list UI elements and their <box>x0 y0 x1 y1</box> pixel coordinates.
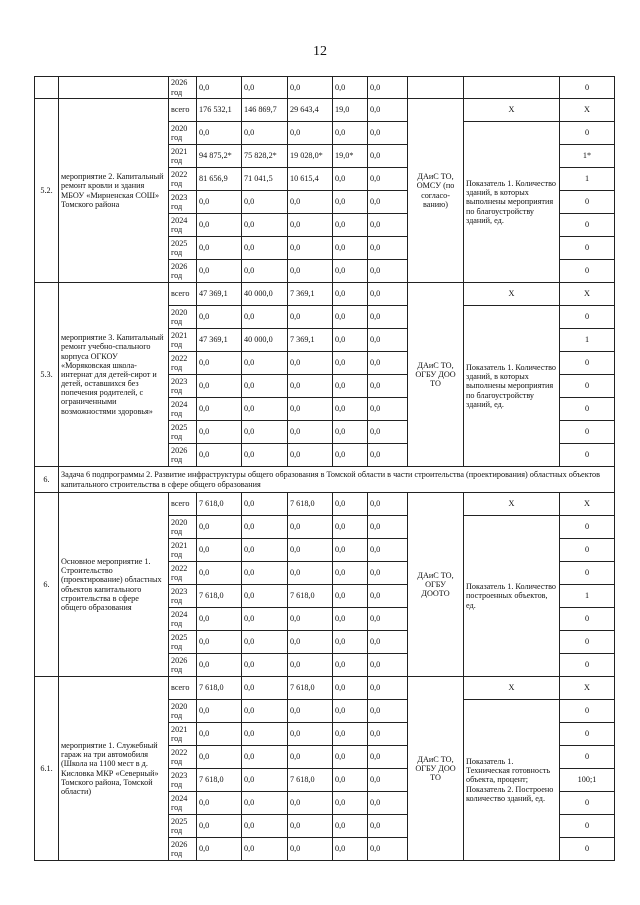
value-cell: 0,0 <box>197 516 242 539</box>
indicator-value-cell: 0 <box>560 77 615 99</box>
page-number: 12 <box>313 44 327 59</box>
value-cell: 7 618,0 <box>197 769 242 792</box>
value-cell: 0,0 <box>368 585 408 608</box>
value-cell: 0,0 <box>333 77 368 99</box>
executor-cell: ДАиС ТО, ОГБУ ДОО ТО <box>408 283 464 467</box>
year-cell: 2020 год <box>169 306 197 329</box>
year-cell: 2026 год <box>169 77 197 99</box>
value-cell: 0,0 <box>368 329 408 352</box>
value-cell: 0,0 <box>333 237 368 260</box>
value-cell: 0,0 <box>197 214 242 237</box>
value-cell: 0,0 <box>197 631 242 654</box>
year-cell: 2023 год <box>169 375 197 398</box>
value-cell: 0,0 <box>242 77 288 99</box>
indicator-value-cell: 0 <box>560 516 615 539</box>
value-cell: 0,0 <box>197 191 242 214</box>
value-cell: 0,0 <box>288 214 333 237</box>
value-cell: 0,0 <box>368 99 408 122</box>
year-cell: 2021 год <box>169 539 197 562</box>
indicator-value-cell: 0 <box>560 444 615 467</box>
value-cell: 0,0 <box>368 237 408 260</box>
value-cell: 19 028,0* <box>288 145 333 168</box>
value-cell: 0,0 <box>333 493 368 516</box>
value-cell: 0,0 <box>368 260 408 283</box>
value-cell: 0,0 <box>242 375 288 398</box>
value-cell: 0,0 <box>242 237 288 260</box>
value-cell: 0,0 <box>368 539 408 562</box>
value-cell: 0,0 <box>368 769 408 792</box>
value-cell: 0,0 <box>197 746 242 769</box>
value-cell: 0,0 <box>242 700 288 723</box>
task-text: Задача 6 подпрограммы 2. Развитие инфраструктуры общего образования в Томской области в части строительства (проектирования) областных объектов капитального строительства в сфере общего образования <box>59 467 615 493</box>
value-cell: 75 828,2* <box>242 145 288 168</box>
indicator-cell <box>464 77 560 99</box>
value-cell: 0,0 <box>368 375 408 398</box>
value-cell: 81 656,9 <box>197 168 242 191</box>
value-cell: 0,0 <box>242 838 288 861</box>
value-cell: 0,0 <box>333 214 368 237</box>
value-cell: 0,0 <box>368 191 408 214</box>
value-cell: 0,0 <box>368 516 408 539</box>
indicator-cell: Показатель 1. Количество построенных объектов, ед. <box>464 516 560 677</box>
value-cell: 0,0 <box>242 421 288 444</box>
value-cell: 0,0 <box>333 260 368 283</box>
value-cell: 0,0 <box>368 122 408 145</box>
value-cell: 0,0 <box>333 585 368 608</box>
year-cell: 2023 год <box>169 191 197 214</box>
indicator-name-x: X <box>464 99 560 122</box>
value-cell: 0,0 <box>333 191 368 214</box>
value-cell: 0,0 <box>368 792 408 815</box>
measure-name: Основное мероприятие 1. Строительство (проектирование) областных объектов капитального строительства в сфере общего образования <box>59 493 169 677</box>
value-cell: 0,0 <box>333 746 368 769</box>
value-cell: 0,0 <box>333 398 368 421</box>
indicator-value-cell: 0 <box>560 352 615 375</box>
year-cell: всего <box>169 677 197 700</box>
value-cell: 7 618,0 <box>288 585 333 608</box>
value-cell: 0,0 <box>197 654 242 677</box>
measure-name: мероприятие 3. Капитальный ремонт учебно-спального корпуса ОГКОУ «Моряковская школа-интернат для детей-сирот и детей, оставшихся без попечения родителей, с ограниченными возможностями здоровья» <box>59 283 169 467</box>
indicator-value-cell: 0 <box>560 631 615 654</box>
value-cell: 0,0 <box>288 398 333 421</box>
indicator-value-cell: 0 <box>560 260 615 283</box>
value-cell: 0,0 <box>242 723 288 746</box>
value-cell: 0,0 <box>197 237 242 260</box>
value-cell: 0,0 <box>197 815 242 838</box>
value-cell: 0,0 <box>242 746 288 769</box>
indicator-name-x: X <box>464 283 560 306</box>
table-row <box>35 283 615 306</box>
value-cell: 0,0 <box>333 723 368 746</box>
row-number: 5.3. <box>35 283 59 467</box>
year-cell: 2024 год <box>169 214 197 237</box>
indicator-value-cell: 0 <box>560 421 615 444</box>
value-cell: 0,0 <box>333 700 368 723</box>
value-cell: 0,0 <box>242 631 288 654</box>
indicator-value-cell: 0 <box>560 539 615 562</box>
value-cell: 0,0 <box>288 77 333 99</box>
value-cell: 7 369,1 <box>288 283 333 306</box>
table-body <box>35 77 615 861</box>
value-cell: 0,0 <box>288 838 333 861</box>
indicator-value-cell: 0 <box>560 792 615 815</box>
value-cell: 0,0 <box>333 421 368 444</box>
indicator-name-x: X <box>464 493 560 516</box>
value-cell: 0,0 <box>368 746 408 769</box>
value-cell: 40 000,0 <box>242 283 288 306</box>
indicator-value-cell: 0 <box>560 214 615 237</box>
value-cell: 0,0 <box>197 444 242 467</box>
value-cell: 0,0 <box>368 562 408 585</box>
value-cell: 0,0 <box>288 122 333 145</box>
value-cell: 0,0 <box>368 168 408 191</box>
value-cell: 0,0 <box>242 562 288 585</box>
program-table <box>34 76 615 861</box>
year-cell: 2020 год <box>169 516 197 539</box>
value-cell: 0,0 <box>288 516 333 539</box>
year-cell: 2023 год <box>169 769 197 792</box>
value-cell: 0,0 <box>368 306 408 329</box>
indicator-value-cell: X <box>560 677 615 700</box>
indicator-value-cell: 0 <box>560 191 615 214</box>
value-cell: 0,0 <box>197 421 242 444</box>
value-cell: 0,0 <box>368 77 408 99</box>
value-cell: 0,0 <box>368 398 408 421</box>
year-cell: 2025 год <box>169 815 197 838</box>
value-cell: 0,0 <box>333 329 368 352</box>
value-cell: 7 618,0 <box>288 677 333 700</box>
value-cell: 0,0 <box>197 539 242 562</box>
value-cell: 0,0 <box>368 631 408 654</box>
indicator-cell: Показатель 1. Техническая готовность объекта, процент; Показатель 2. Построено количество зданий, ед. <box>464 700 560 861</box>
value-cell: 0,0 <box>333 539 368 562</box>
value-cell: 19,0 <box>333 99 368 122</box>
value-cell: 0,0 <box>368 493 408 516</box>
year-cell: 2022 год <box>169 352 197 375</box>
measure-name: мероприятие 1. Служебный гараж на три автомобиля (Школа на 1100 мест в д. Кисловка МКР «Северный» Томского района, Томской области) <box>59 677 169 861</box>
indicator-value-cell: 0 <box>560 122 615 145</box>
indicator-cell: Показатель 1. Количество зданий, в которых выполнены мероприятия по благоустройству зданий, ед. <box>464 306 560 467</box>
value-cell: 0,0 <box>242 539 288 562</box>
indicator-value-cell: 1 <box>560 168 615 191</box>
value-cell: 0,0 <box>368 145 408 168</box>
value-cell: 0,0 <box>242 398 288 421</box>
value-cell: 0,0 <box>242 608 288 631</box>
value-cell: 7 618,0 <box>197 677 242 700</box>
executor-cell: ДАиС ТО, ОГБУ ДООТО <box>408 493 464 677</box>
value-cell: 29 643,4 <box>288 99 333 122</box>
value-cell: 0,0 <box>288 539 333 562</box>
value-cell: 0,0 <box>333 562 368 585</box>
value-cell: 0,0 <box>368 700 408 723</box>
indicator-value-cell: 100;1 <box>560 769 615 792</box>
value-cell: 0,0 <box>288 631 333 654</box>
value-cell: 0,0 <box>242 352 288 375</box>
value-cell: 0,0 <box>288 815 333 838</box>
indicator-value-cell: 0 <box>560 838 615 861</box>
measure-name: мероприятие 2. Капитальный ремонт кровли и здания МБОУ «Мирненская СОШ» Томского района <box>59 99 169 283</box>
year-cell: 2021 год <box>169 145 197 168</box>
value-cell: 0,0 <box>197 122 242 145</box>
value-cell: 0,0 <box>197 260 242 283</box>
year-cell: 2021 год <box>169 329 197 352</box>
value-cell: 0,0 <box>333 122 368 145</box>
value-cell: 0,0 <box>368 421 408 444</box>
empty-cell <box>35 77 59 99</box>
year-cell: всего <box>169 283 197 306</box>
value-cell: 0,0 <box>288 375 333 398</box>
value-cell: 0,0 <box>333 815 368 838</box>
value-cell: 0,0 <box>333 677 368 700</box>
value-cell: 146 869,7 <box>242 99 288 122</box>
year-cell: 2026 год <box>169 838 197 861</box>
year-cell: 2024 год <box>169 608 197 631</box>
value-cell: 0,0 <box>368 654 408 677</box>
indicator-value-cell: 0 <box>560 608 615 631</box>
value-cell: 0,0 <box>242 260 288 283</box>
year-cell: 2025 год <box>169 421 197 444</box>
indicator-value-cell: 0 <box>560 815 615 838</box>
value-cell: 47 369,1 <box>197 329 242 352</box>
empty-cell <box>59 77 169 99</box>
value-cell: 10 615,4 <box>288 168 333 191</box>
value-cell: 0,0 <box>333 306 368 329</box>
executor-cell <box>408 77 464 99</box>
value-cell: 0,0 <box>368 723 408 746</box>
value-cell: 0,0 <box>333 631 368 654</box>
indicator-value-cell: 1 <box>560 585 615 608</box>
executor-cell: ДАиС ТО, ОМСУ (по согласо-ванию) <box>408 99 464 283</box>
value-cell: 0,0 <box>242 306 288 329</box>
year-cell: всего <box>169 99 197 122</box>
value-cell: 71 041,5 <box>242 168 288 191</box>
value-cell: 0,0 <box>197 352 242 375</box>
value-cell: 0,0 <box>242 815 288 838</box>
value-cell: 0,0 <box>197 792 242 815</box>
year-cell: всего <box>169 493 197 516</box>
indicator-value-cell: 0 <box>560 700 615 723</box>
year-cell: 2024 год <box>169 792 197 815</box>
value-cell: 0,0 <box>197 562 242 585</box>
value-cell: 0,0 <box>288 306 333 329</box>
value-cell: 0,0 <box>288 608 333 631</box>
indicator-value-cell: 0 <box>560 398 615 421</box>
indicator-value-cell: 0 <box>560 306 615 329</box>
year-cell: 2022 год <box>169 746 197 769</box>
value-cell: 40 000,0 <box>242 329 288 352</box>
value-cell: 0,0 <box>333 792 368 815</box>
value-cell: 0,0 <box>242 122 288 145</box>
value-cell: 0,0 <box>368 608 408 631</box>
table-row <box>35 77 615 99</box>
year-cell: 2024 год <box>169 398 197 421</box>
value-cell: 0,0 <box>197 608 242 631</box>
value-cell: 0,0 <box>333 838 368 861</box>
year-cell: 2025 год <box>169 631 197 654</box>
value-cell: 0,0 <box>197 723 242 746</box>
value-cell: 0,0 <box>242 792 288 815</box>
value-cell: 0,0 <box>288 260 333 283</box>
value-cell: 19,0* <box>333 145 368 168</box>
indicator-value-cell: 1 <box>560 329 615 352</box>
indicator-value-cell: X <box>560 493 615 516</box>
value-cell: 0,0 <box>288 444 333 467</box>
table-row <box>35 99 615 122</box>
row-number: 5.2. <box>35 99 59 283</box>
indicator-value-cell: 0 <box>560 654 615 677</box>
value-cell: 0,0 <box>288 723 333 746</box>
value-cell: 7 369,1 <box>288 329 333 352</box>
value-cell: 0,0 <box>242 585 288 608</box>
year-cell: 2026 год <box>169 654 197 677</box>
value-cell: 0,0 <box>288 792 333 815</box>
value-cell: 0,0 <box>197 700 242 723</box>
value-cell: 0,0 <box>368 815 408 838</box>
indicator-value-cell: 0 <box>560 746 615 769</box>
value-cell: 94 875,2* <box>197 145 242 168</box>
value-cell: 0,0 <box>242 677 288 700</box>
executor-cell: ДАиС ТО, ОГБУ ДОО ТО <box>408 677 464 861</box>
indicator-value-cell: 0 <box>560 237 615 260</box>
year-cell: 2025 год <box>169 237 197 260</box>
year-cell: 2022 год <box>169 168 197 191</box>
indicator-value-cell: 0 <box>560 562 615 585</box>
value-cell: 0,0 <box>288 700 333 723</box>
row-number: 6.1. <box>35 677 59 861</box>
value-cell: 0,0 <box>333 375 368 398</box>
value-cell: 0,0 <box>333 654 368 677</box>
value-cell: 0,0 <box>368 444 408 467</box>
value-cell: 0,0 <box>333 283 368 306</box>
value-cell: 0,0 <box>242 444 288 467</box>
value-cell: 0,0 <box>288 654 333 677</box>
value-cell: 0,0 <box>288 191 333 214</box>
value-cell: 0,0 <box>197 375 242 398</box>
value-cell: 0,0 <box>333 352 368 375</box>
value-cell: 0,0 <box>242 191 288 214</box>
value-cell: 176 532,1 <box>197 99 242 122</box>
year-cell: 2026 год <box>169 260 197 283</box>
value-cell: 47 369,1 <box>197 283 242 306</box>
row-number: 6. <box>35 493 59 677</box>
task-number: 6. <box>35 467 59 493</box>
value-cell: 0,0 <box>333 769 368 792</box>
value-cell: 0,0 <box>368 283 408 306</box>
value-cell: 0,0 <box>288 746 333 769</box>
value-cell: 0,0 <box>368 214 408 237</box>
value-cell: 0,0 <box>288 421 333 444</box>
value-cell: 0,0 <box>242 654 288 677</box>
indicator-value-cell: 0 <box>560 375 615 398</box>
value-cell: 7 618,0 <box>288 769 333 792</box>
value-cell: 0,0 <box>333 444 368 467</box>
table-row <box>35 493 615 516</box>
value-cell: 7 618,0 <box>288 493 333 516</box>
indicator-value-cell: X <box>560 99 615 122</box>
indicator-value-cell: 0 <box>560 723 615 746</box>
value-cell: 0,0 <box>288 237 333 260</box>
table-row <box>35 677 615 700</box>
indicator-value-cell: 1* <box>560 145 615 168</box>
value-cell: 0,0 <box>368 352 408 375</box>
year-cell: 2021 год <box>169 723 197 746</box>
value-cell: 0,0 <box>242 516 288 539</box>
year-cell: 2020 год <box>169 700 197 723</box>
year-cell: 2020 год <box>169 122 197 145</box>
indicator-cell: Показатель 1. Количество зданий, в которых выполнены мероприятия по благоустройству зданий, ед. <box>464 122 560 283</box>
year-cell: 2022 год <box>169 562 197 585</box>
task-row <box>35 467 615 493</box>
value-cell: 0,0 <box>197 398 242 421</box>
indicator-name-x: X <box>464 677 560 700</box>
value-cell: 0,0 <box>242 493 288 516</box>
value-cell: 0,0 <box>368 838 408 861</box>
value-cell: 0,0 <box>333 516 368 539</box>
value-cell: 0,0 <box>368 677 408 700</box>
value-cell: 0,0 <box>288 562 333 585</box>
year-cell: 2026 год <box>169 444 197 467</box>
value-cell: 0,0 <box>242 769 288 792</box>
value-cell: 0,0 <box>288 352 333 375</box>
value-cell: 7 618,0 <box>197 493 242 516</box>
value-cell: 7 618,0 <box>197 585 242 608</box>
value-cell: 0,0 <box>333 168 368 191</box>
value-cell: 0,0 <box>197 306 242 329</box>
value-cell: 0,0 <box>242 214 288 237</box>
indicator-value-cell: X <box>560 283 615 306</box>
value-cell: 0,0 <box>197 838 242 861</box>
year-cell: 2023 год <box>169 585 197 608</box>
value-cell: 0,0 <box>333 608 368 631</box>
value-cell: 0,0 <box>197 77 242 99</box>
